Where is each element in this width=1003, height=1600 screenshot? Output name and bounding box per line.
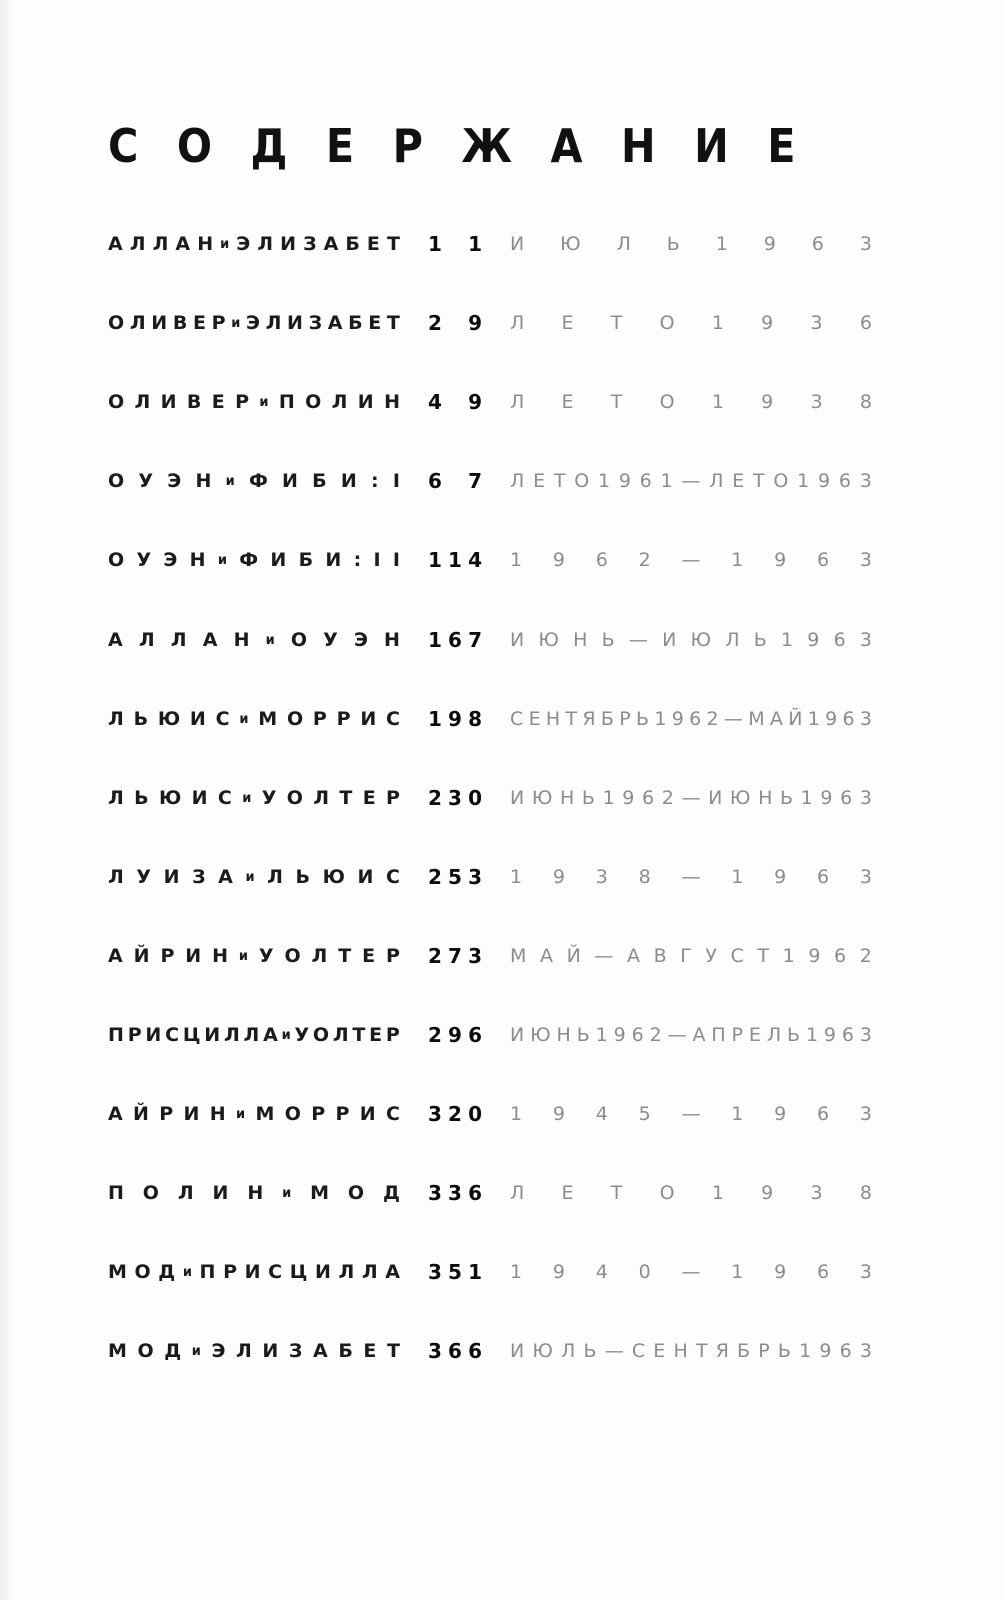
toc-entry[interactable] — [108, 862, 872, 892]
page-title: С О Д Е Р Ж А Н И Е — [108, 119, 796, 173]
page-edge-shade — [0, 0, 14, 1600]
toc-page-number: 2 5 3 — [428, 865, 482, 889]
toc-page-number: 1 1 4 — [428, 548, 482, 572]
toc-entry[interactable] — [108, 466, 872, 496]
toc-entry-date: И Ю Н Ь 1 9 6 2 — И Ю Н Ь 1 9 6 3 — [510, 787, 872, 809]
toc-entry[interactable] — [108, 229, 872, 259]
toc-entry-title: М О Д и П Р И С Ц И Л Л А — [108, 1261, 400, 1283]
toc-page-number: 1 9 8 — [428, 707, 482, 731]
toc-entry-date: 1 9 3 8 — 1 9 6 3 — [510, 866, 872, 888]
toc-entry-title: П Р И С Ц И Л Л А и У О Л Т Е Р — [108, 1024, 400, 1046]
toc-entry[interactable] — [108, 1336, 872, 1366]
toc-entry-date: И Ю Н Ь — И Ю Л Ь 1 9 6 3 — [510, 629, 872, 651]
toc-entry-title: А Л Л А Н и О У Э Н — [108, 629, 400, 651]
toc-entry-date: И Ю Л Ь — С Е Н Т Я Б Р Ь 1 9 6 3 — [510, 1340, 872, 1362]
toc-entry-title: О Л И В Е Р и Э Л И З А Б Е Т — [108, 312, 400, 334]
toc-page-number: 3 6 6 — [428, 1339, 482, 1363]
toc-entry-title: О Л И В Е Р и П О Л И Н — [108, 391, 400, 413]
toc-page-number: 1 1 — [428, 232, 482, 256]
toc-page-number: 3 5 1 — [428, 1260, 482, 1284]
toc-page-number: 6 7 — [428, 469, 482, 493]
toc-entry[interactable] — [108, 1020, 872, 1050]
toc-page-number: 2 9 6 — [428, 1023, 482, 1047]
toc-entry-title: А Й Р И Н и У О Л Т Е Р — [108, 945, 400, 967]
toc-page-number: 4 9 — [428, 390, 482, 414]
toc-entry[interactable] — [108, 308, 872, 338]
toc-page-number: 3 3 6 — [428, 1181, 482, 1205]
toc-entry-title: М О Д и Э Л И З А Б Е Т — [108, 1340, 400, 1362]
toc-page-number: 2 7 3 — [428, 944, 482, 968]
toc-entry-title: Л Ь Ю И С и У О Л Т Е Р — [108, 787, 400, 809]
toc-entry-date: 1 9 6 2 — 1 9 6 3 — [510, 549, 872, 571]
toc-entry-date: 1 9 4 5 — 1 9 6 3 — [510, 1103, 872, 1125]
toc-page-number: 2 9 — [428, 311, 482, 335]
toc-entry[interactable] — [108, 783, 872, 813]
toc-entry-date: И Ю Н Ь 1 9 6 2 — А П Р Е Л Ь 1 9 6 3 — [510, 1024, 872, 1046]
toc-entry-title: О У Э Н и Ф И Б И : I I — [108, 549, 400, 571]
toc-entry[interactable] — [108, 625, 872, 655]
toc-page-number: 2 3 0 — [428, 786, 482, 810]
toc-entry[interactable] — [108, 545, 872, 575]
toc-entry-title: П О Л И Н и М О Д — [108, 1182, 400, 1204]
toc-entry[interactable] — [108, 704, 872, 734]
toc-entry-date: 1 9 4 0 — 1 9 6 3 — [510, 1261, 872, 1283]
toc-entry[interactable] — [108, 387, 872, 417]
toc-entry-date: Л Е Т О 1 9 3 8 — [510, 391, 872, 413]
toc-entry-date: И Ю Л Ь 1 9 6 3 — [510, 233, 872, 255]
toc-entry-date: Л Е Т О 1 9 3 6 — [510, 312, 872, 334]
toc-entry-date: С Е Н Т Я Б Р Ь 1 9 6 2 — М А Й 1 9 6 3 — [510, 708, 872, 730]
toc-entry[interactable] — [108, 941, 872, 971]
toc-entry[interactable] — [108, 1257, 872, 1287]
toc-entry[interactable] — [108, 1099, 872, 1129]
toc-entry-title: А Л Л А Н и Э Л И З А Б Е Т — [108, 233, 400, 255]
toc-page-number: 1 6 7 — [428, 628, 482, 652]
toc-entry-date: Л Е Т О 1 9 3 8 — [510, 1182, 872, 1204]
toc-page-number: 3 2 0 — [428, 1102, 482, 1126]
toc-entry-title: Л У И З А и Л Ь Ю И С — [108, 866, 400, 888]
toc-entry[interactable] — [108, 1178, 872, 1208]
toc-entry-title: О У Э Н и Ф И Б И : I — [108, 470, 400, 492]
toc-entry-title: Л Ь Ю И С и М О Р Р И С — [108, 708, 400, 730]
toc-entry-date: Л Е Т О 1 9 6 1 — Л Е Т О 1 9 6 3 — [510, 470, 872, 492]
toc-entry-date: М А Й — А В Г У С Т 1 9 6 2 — [510, 945, 872, 967]
toc-entry-title: А Й Р И Н и М О Р Р И С — [108, 1103, 400, 1125]
